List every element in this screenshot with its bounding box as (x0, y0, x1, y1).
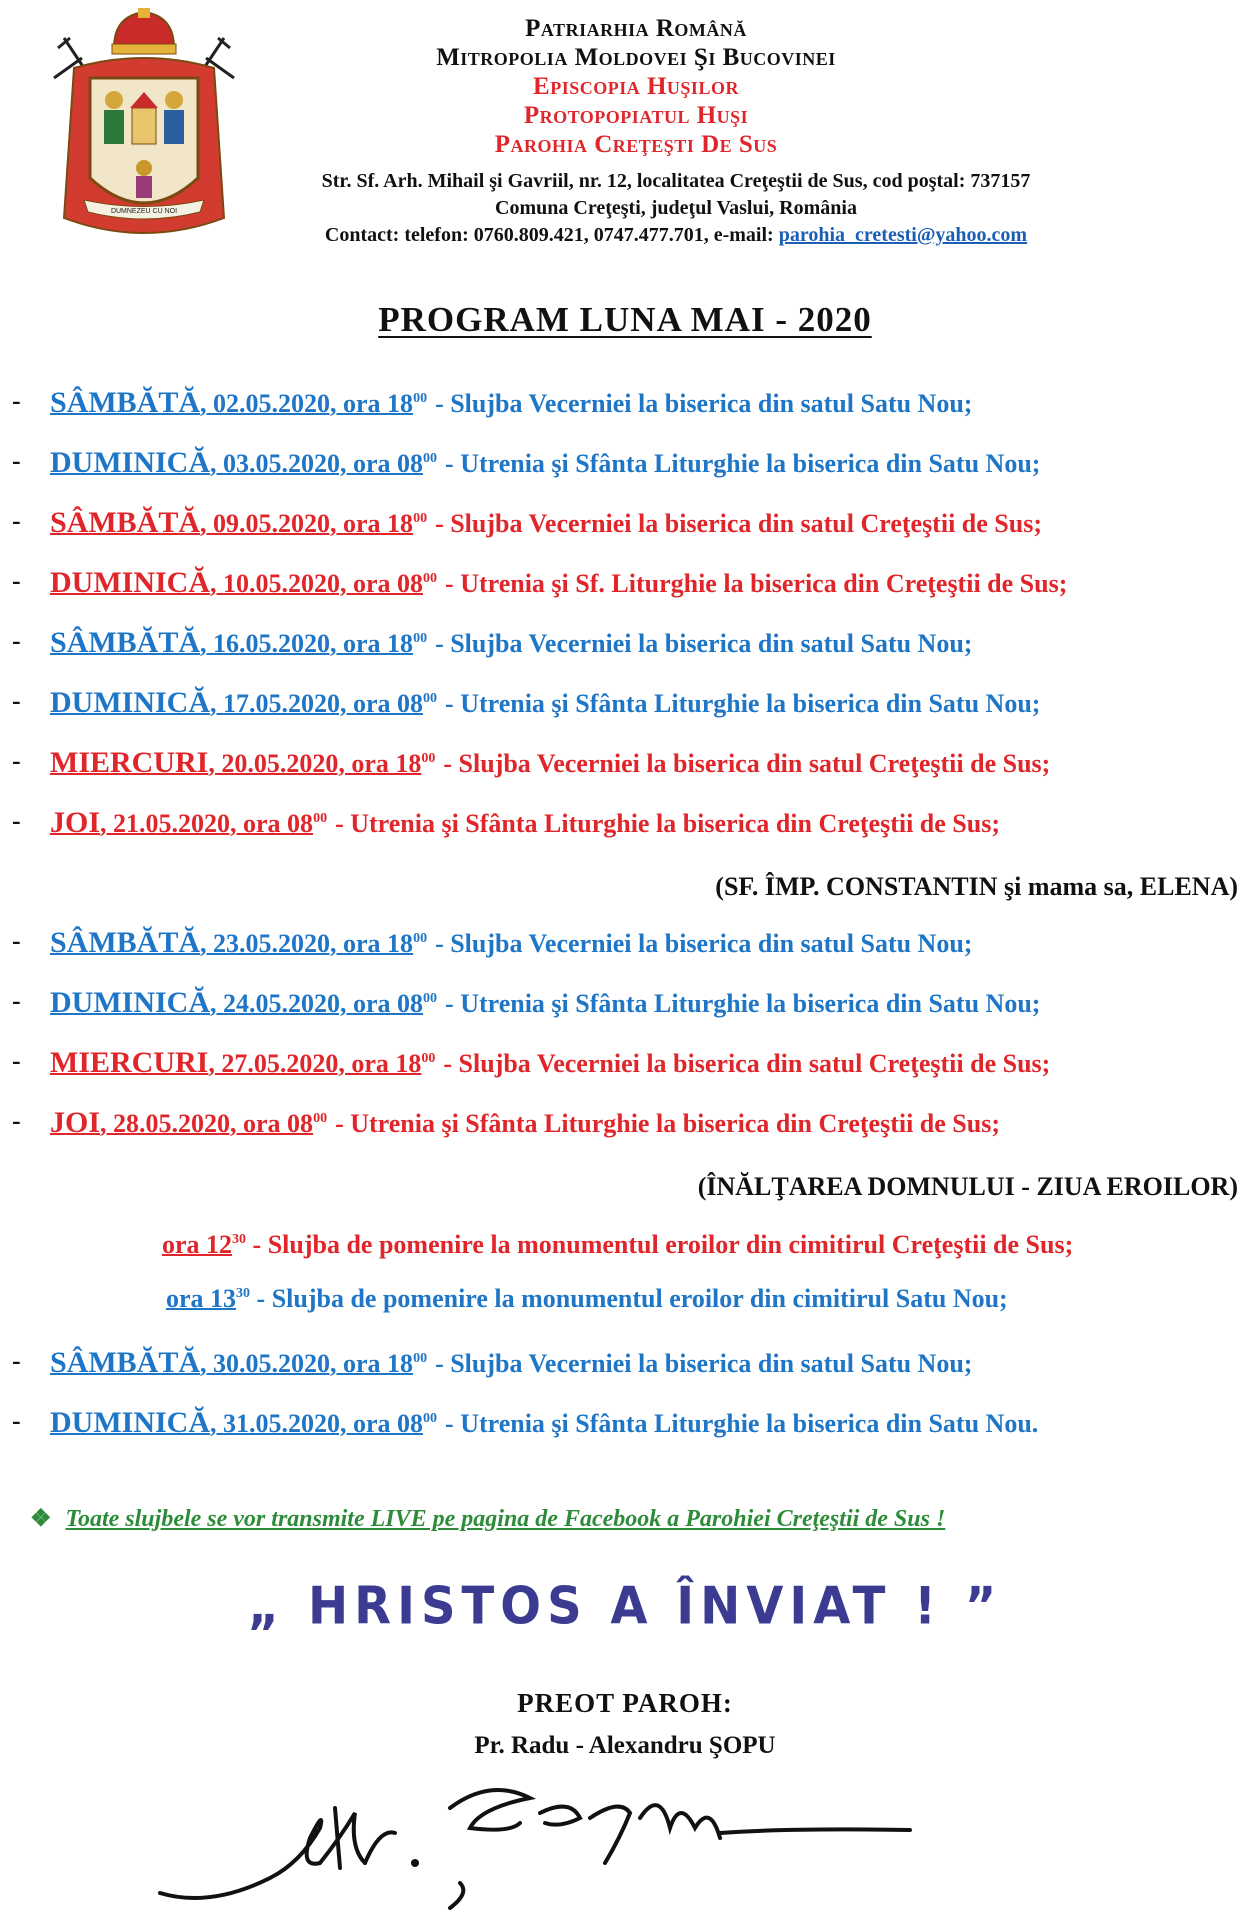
header-deanery: Protopopiatul Huşi (523, 102, 749, 129)
row-day: SÂMBĂTĂ (50, 386, 201, 419)
schedule-row (0, 980, 1250, 1032)
row-text (50, 566, 1067, 600)
header-block (236, 14, 1036, 159)
row-day: MIERCURI (50, 746, 209, 779)
row-description: - Slujba Vecerniei la biserica din satul Satu Nou; (435, 1349, 973, 1378)
row-text (50, 746, 1050, 780)
row-dash: - (12, 686, 21, 715)
row-text (50, 626, 972, 660)
row-date (50, 626, 414, 659)
row-day: DUMINICĂ (50, 686, 210, 719)
priest-title: PREOT PAROH: (517, 1688, 733, 1718)
row-date (50, 566, 424, 599)
row-text (50, 986, 1040, 1020)
row-description: - Slujba Vecerniei la biserica din satul Creţeştii de Sus; (443, 1049, 1051, 1078)
schedule-row (0, 680, 1250, 732)
row-date (50, 746, 422, 779)
row-date-time: , 02.05.2020, ora 18 (200, 389, 414, 418)
address-block (236, 168, 1116, 249)
row-date (50, 1046, 422, 1079)
row-dash: - (12, 986, 21, 1015)
row-date-time: , 17.05.2020, ora 08 (210, 689, 424, 718)
row-day: SÂMBĂTĂ (50, 926, 201, 959)
row-description: - Utrenia şi Sfânta Liturghie la biserica din Creţeştii de Sus; (335, 809, 1000, 838)
address-line-2: Comuna Creţeşti, judeţul Vaslui, România (495, 197, 857, 219)
svg-text:DUMNEZEU CU NOI: DUMNEZEU CU NOI (110, 208, 178, 215)
row-day: JOI (50, 806, 101, 839)
row-description: - Slujba Vecerniei la biserica din satul Satu Nou; (435, 929, 973, 958)
row-text (50, 1106, 1000, 1140)
diamond-bullet-icon: ❖ (30, 1506, 52, 1532)
live-notice: ❖ Toate slujbele se vor transmite LIVE pe pagina de Facebook a Parohiei Creţeştii de Sus ! (30, 1506, 946, 1532)
row-date (50, 446, 424, 479)
row-text (50, 926, 972, 960)
row-description: - Slujba Vecerniei la biserica din satul Satu Nou; (435, 389, 973, 418)
row-text (50, 506, 1042, 540)
row-dash: - (12, 926, 21, 955)
row-dash: - (12, 1346, 21, 1375)
schedule-row (0, 740, 1250, 792)
schedule-row (0, 380, 1250, 432)
row-date (50, 1406, 424, 1439)
schedule-row (0, 560, 1250, 612)
row-time-sup: 00 (313, 1111, 328, 1126)
row-description: - Slujba Vecerniei la biserica din satul Creţeştii de Sus; (443, 749, 1051, 778)
header-metropolis: Mitropolia Moldovei Şi Bucovinei (436, 44, 836, 71)
row-dash: - (12, 626, 21, 655)
row-dash: - (12, 746, 21, 775)
email-link[interactable]: parohia_cretesti@yahoo.com (778, 224, 1028, 246)
row-date (50, 1346, 414, 1379)
crest-icon (44, 8, 244, 250)
row-date (50, 986, 424, 1019)
row-dash: - (12, 566, 21, 595)
row-time-sup: 00 (413, 931, 428, 946)
row-date-time: , 23.05.2020, ora 18 (200, 929, 414, 958)
row-dash: - (12, 1406, 21, 1435)
row-day: DUMINICĂ (50, 1406, 210, 1439)
row-time-sup: 00 (421, 751, 436, 766)
row-day: MIERCURI (50, 1046, 209, 1079)
row-date (50, 386, 414, 419)
row-date-time: , 28.05.2020, ora 08 (100, 1109, 314, 1138)
feast-note-ascension: (ÎNĂLŢAREA DOMNULUI - ZIUA EROILOR) (697, 1172, 1238, 1201)
row-text (50, 1406, 1038, 1440)
row-dash: - (12, 386, 21, 415)
page-title: PROGRAM LUNA MAI - 2020 (378, 300, 872, 339)
row-date-time: , 10.05.2020, ora 08 (210, 569, 424, 598)
row-time-sup: 00 (313, 811, 328, 826)
row-time-sup: 00 (413, 1351, 428, 1366)
row-dash: - (12, 806, 21, 835)
row-date (50, 926, 414, 959)
schedule-row (0, 920, 1250, 972)
row-description: - Slujba Vecerniei la biserica din satul Creţeştii de Sus; (435, 509, 1042, 538)
row-date-time: , 31.05.2020, ora 08 (210, 1409, 424, 1438)
row-description: - Utrenia şi Sfânta Liturghie la biserica din Satu Nou; (445, 689, 1041, 718)
row-date-time: , 03.05.2020, ora 08 (210, 449, 424, 478)
row-date (50, 686, 424, 719)
row-dash: - (12, 1046, 21, 1075)
header-parish: Parohia Creţeşti De Sus (494, 131, 778, 158)
row-day: DUMINICĂ (50, 566, 210, 599)
row-day: DUMINICĂ (50, 446, 210, 479)
row-description: - Utrenia şi Sfânta Liturghie la biserica din Satu Nou. (445, 1409, 1039, 1438)
row-dash: - (12, 506, 21, 535)
row-dash: - (12, 1106, 21, 1135)
row-date-time: , 30.05.2020, ora 18 (200, 1349, 414, 1378)
row-time-sup: 00 (421, 1051, 436, 1066)
schedule-row (0, 1400, 1250, 1452)
row-date (50, 1106, 314, 1139)
row-day: SÂMBĂTĂ (50, 1346, 201, 1379)
row-dash: - (12, 446, 21, 475)
address-line-1: Str. Sf. Arh. Mihail şi Gavriil, nr. 12, localitatea Creţeştii de Sus, cod poştal: 737157 (321, 170, 1031, 192)
row-day: SÂMBĂTĂ (50, 506, 201, 539)
row-time-sup: 00 (423, 691, 438, 706)
row-day: DUMINICĂ (50, 986, 210, 1019)
row-date-time: , 20.05.2020, ora 18 (208, 749, 422, 778)
row-date-time: , 21.05.2020, ora 08 (100, 809, 314, 838)
header-diocese: Episcopia Huşilor (533, 73, 739, 100)
row-text (50, 1046, 1050, 1080)
row-date (50, 806, 314, 839)
row-date-time: , 16.05.2020, ora 18 (200, 629, 414, 658)
row-time-sup: 00 (423, 451, 438, 466)
row-day: JOI (50, 1106, 101, 1139)
schedule-row (0, 1040, 1250, 1092)
row-text (50, 1346, 972, 1380)
row-text (50, 446, 1040, 480)
schedule-row (0, 1100, 1250, 1152)
row-date-time: , 09.05.2020, ora 18 (200, 509, 414, 538)
row-description: - Utrenia şi Sf. Liturghie la biserica din Creţeştii de Sus; (445, 569, 1068, 598)
row-time-sup: 00 (413, 631, 428, 646)
header-patriarchate: Patriarhia Română (525, 15, 747, 42)
row-date (50, 506, 414, 539)
row-description: - Utrenia şi Sfânta Liturghie la biserica din Satu Nou; (445, 989, 1041, 1018)
row-date-time: , 24.05.2020, ora 08 (210, 989, 424, 1018)
memorial-service-2: ora $13^{30}$ - Slujba de pomenire la monumentul eroilor din cimitirul Satu Nou; (166, 1284, 1008, 1313)
signature-icon (150, 1768, 950, 1918)
feast-note-constantin: (SF. ÎMP. CONSTANTIN şi mama sa, ELENA) (715, 872, 1238, 901)
row-time-sup: 00 (413, 511, 428, 526)
priest-name: Pr. Radu - Alexandru ŞOPU (474, 1732, 776, 1759)
row-description: - Utrenia şi Sfânta Liturghie la biserica din Creţeştii de Sus; (335, 1109, 1000, 1138)
schedule-row (0, 620, 1250, 672)
row-time-sup: 00 (423, 991, 438, 1006)
schedule-row (0, 800, 1250, 852)
easter-greeting: „ HRISTOS A ÎNVIAT ! ” (247, 1575, 1003, 1637)
row-day: SÂMBĂTĂ (50, 626, 201, 659)
row-time-sup: 00 (423, 1411, 438, 1426)
contact-line (236, 222, 1116, 249)
row-time-sup: 00 (413, 391, 428, 406)
row-text (50, 386, 972, 420)
row-text (50, 686, 1040, 720)
contact-phones: Contact: telefon: 0760.809.421, 0747.477.701, e-mail: (324, 224, 774, 246)
row-text (50, 806, 1000, 840)
row-date-time: , 27.05.2020, ora 18 (208, 1049, 422, 1078)
schedule-row (0, 500, 1250, 552)
memorial-service-1: ora $12^{30}$ - Slujba de pomenire la monumentul eroilor din cimitirul Creţeştii de Sus; (162, 1230, 1074, 1259)
row-description: - Utrenia şi Sfânta Liturghie la biserica din Satu Nou; (445, 449, 1041, 478)
schedule-row (0, 1340, 1250, 1392)
row-time-sup: 00 (423, 571, 438, 586)
row-description: - Slujba Vecerniei la biserica din satul Satu Nou; (435, 629, 973, 658)
schedule-row (0, 440, 1250, 492)
